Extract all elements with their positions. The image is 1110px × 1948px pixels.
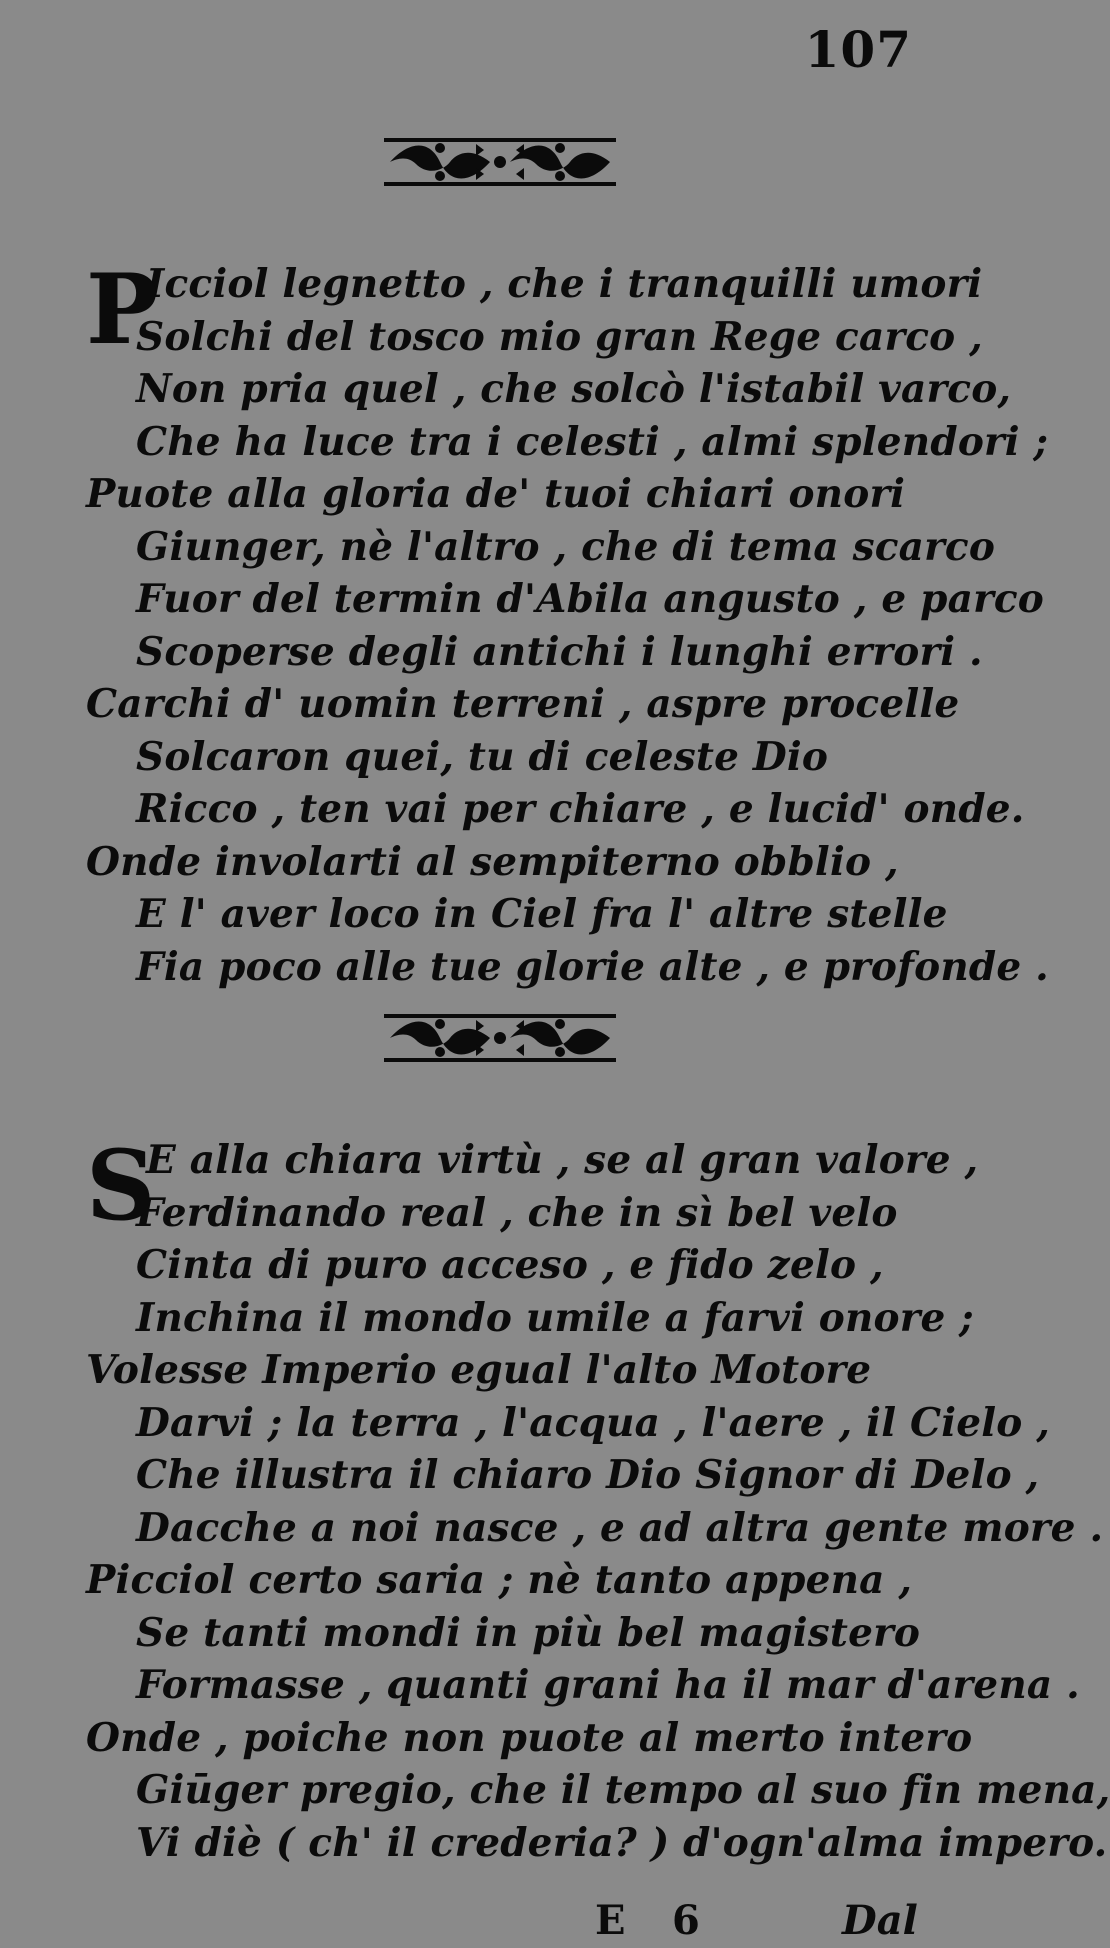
verse-line	[86, 941, 1049, 994]
verse-line	[86, 1344, 966, 1397]
verse-line	[86, 1449, 1040, 1502]
drop-cap: P	[86, 253, 159, 366]
drop-cap: S	[86, 1129, 156, 1242]
verse-text: Non pria quel , che solcò l'istabil varco,	[136, 366, 1012, 412]
verse-text: Puote alla gloria de' tuoi chiari onori	[86, 471, 906, 517]
verse-line	[86, 783, 1025, 836]
verse-text: Solchi del tosco mio gran Rege carco ,	[136, 313, 983, 360]
verse-line	[86, 888, 966, 941]
verse-line	[86, 1817, 1108, 1870]
verse-text: Vi diè ( ch' il crederia? ) d'ogn'alma impero.	[136, 1819, 1108, 1866]
verse-text: Scoperse degli antichi i lunghi errori .	[136, 628, 983, 675]
verse-text: Ferdinando real , che in sì bel velo	[136, 1189, 898, 1236]
verse-text: Darvi ; la terra , l'acqua , l'aere , il Cielo ,	[136, 1399, 1051, 1446]
verse-line	[86, 416, 1049, 469]
verse-line	[86, 1292, 974, 1345]
verse-text: Onde , poiche non puote al merto intero	[86, 1714, 973, 1761]
verse-text: E l' aver loco in Ciel fra l' altre stelle	[136, 891, 948, 937]
verse-line	[86, 363, 1012, 416]
verse-text: Inchina il mondo umile a farvi onore ;	[136, 1294, 974, 1341]
verse-line	[86, 1187, 966, 1240]
verse-line	[86, 1502, 1104, 1555]
verse-text: Solcaron quei, tu di celeste Dio	[136, 733, 829, 780]
verse-line	[86, 731, 966, 784]
verse-text: Che illustra il chiaro Dio Signor di Delo ,	[136, 1452, 1040, 1498]
verse-line	[86, 573, 1044, 626]
verse-line	[86, 1659, 1080, 1712]
verse-line	[86, 1764, 1110, 1817]
verse-text: Che ha luce tra i celesti , almi splendori ;	[136, 418, 1049, 465]
verse-line	[86, 311, 983, 364]
catchline	[0, 1898, 1000, 1948]
verse-text: Giūger pregio, che il tempo al suo fin mena,	[136, 1767, 1110, 1813]
verse-text: Formasse , quanti grani ha il mar d'arena .	[136, 1662, 1080, 1708]
verse-text: Fuor del termin d'Abila angusto , e parco	[136, 576, 1044, 622]
verse-text: Ricco , ten vai per chiare , e lucid' onde.	[136, 786, 1025, 832]
verse-text: Picciol certo saria ; nè tanto appena ,	[86, 1557, 913, 1603]
verse-line	[86, 626, 983, 679]
verse-text: Carchi d' uomin terreni , aspre procelle	[86, 681, 960, 727]
verse-line	[86, 1397, 1051, 1450]
verse-text: Dacche a noi nasce , e ad altra gente more .	[136, 1504, 1104, 1551]
fleuron-icon	[380, 132, 620, 192]
sonnet-2	[86, 1129, 1110, 1869]
verse-text: Se tanti mondi in più bel magistero	[136, 1609, 921, 1656]
verse-text: E alla chiara virtù , se al gran valore ,	[146, 1137, 979, 1183]
verse-text: Giunger, nè l'altro , che di tema scarco	[136, 523, 996, 570]
signature-mark: E	[595, 1897, 626, 1944]
catchword: Dal	[842, 1897, 918, 1944]
verse-line	[86, 521, 996, 574]
verse-line	[86, 836, 966, 889]
verse-text: Volesse Imperio egual l'alto Motore	[86, 1347, 872, 1393]
verse-line	[86, 1554, 966, 1607]
verse-line	[86, 1712, 973, 1765]
verse-line	[86, 1239, 966, 1292]
signature-number: 6	[672, 1897, 700, 1944]
verse-text: Cinta di puro acceso , e fido zelo ,	[136, 1242, 884, 1288]
page-number: 107	[804, 20, 912, 79]
ornament-middle	[0, 1008, 1000, 1088]
verse-text: Fia poco alle tue glorie alte , e profonde .	[136, 943, 1049, 990]
ornament-top	[0, 132, 1000, 212]
verse-line	[86, 678, 966, 731]
verse-line	[86, 1607, 966, 1660]
verse-text: Icciol legnetto , che i tranquilli umori	[146, 261, 983, 307]
fleuron-icon	[380, 1008, 620, 1068]
verse-text: Onde involarti al sempiterno obblio ,	[86, 838, 899, 885]
sonnet-1	[86, 253, 1049, 993]
verse-line	[86, 468, 966, 521]
